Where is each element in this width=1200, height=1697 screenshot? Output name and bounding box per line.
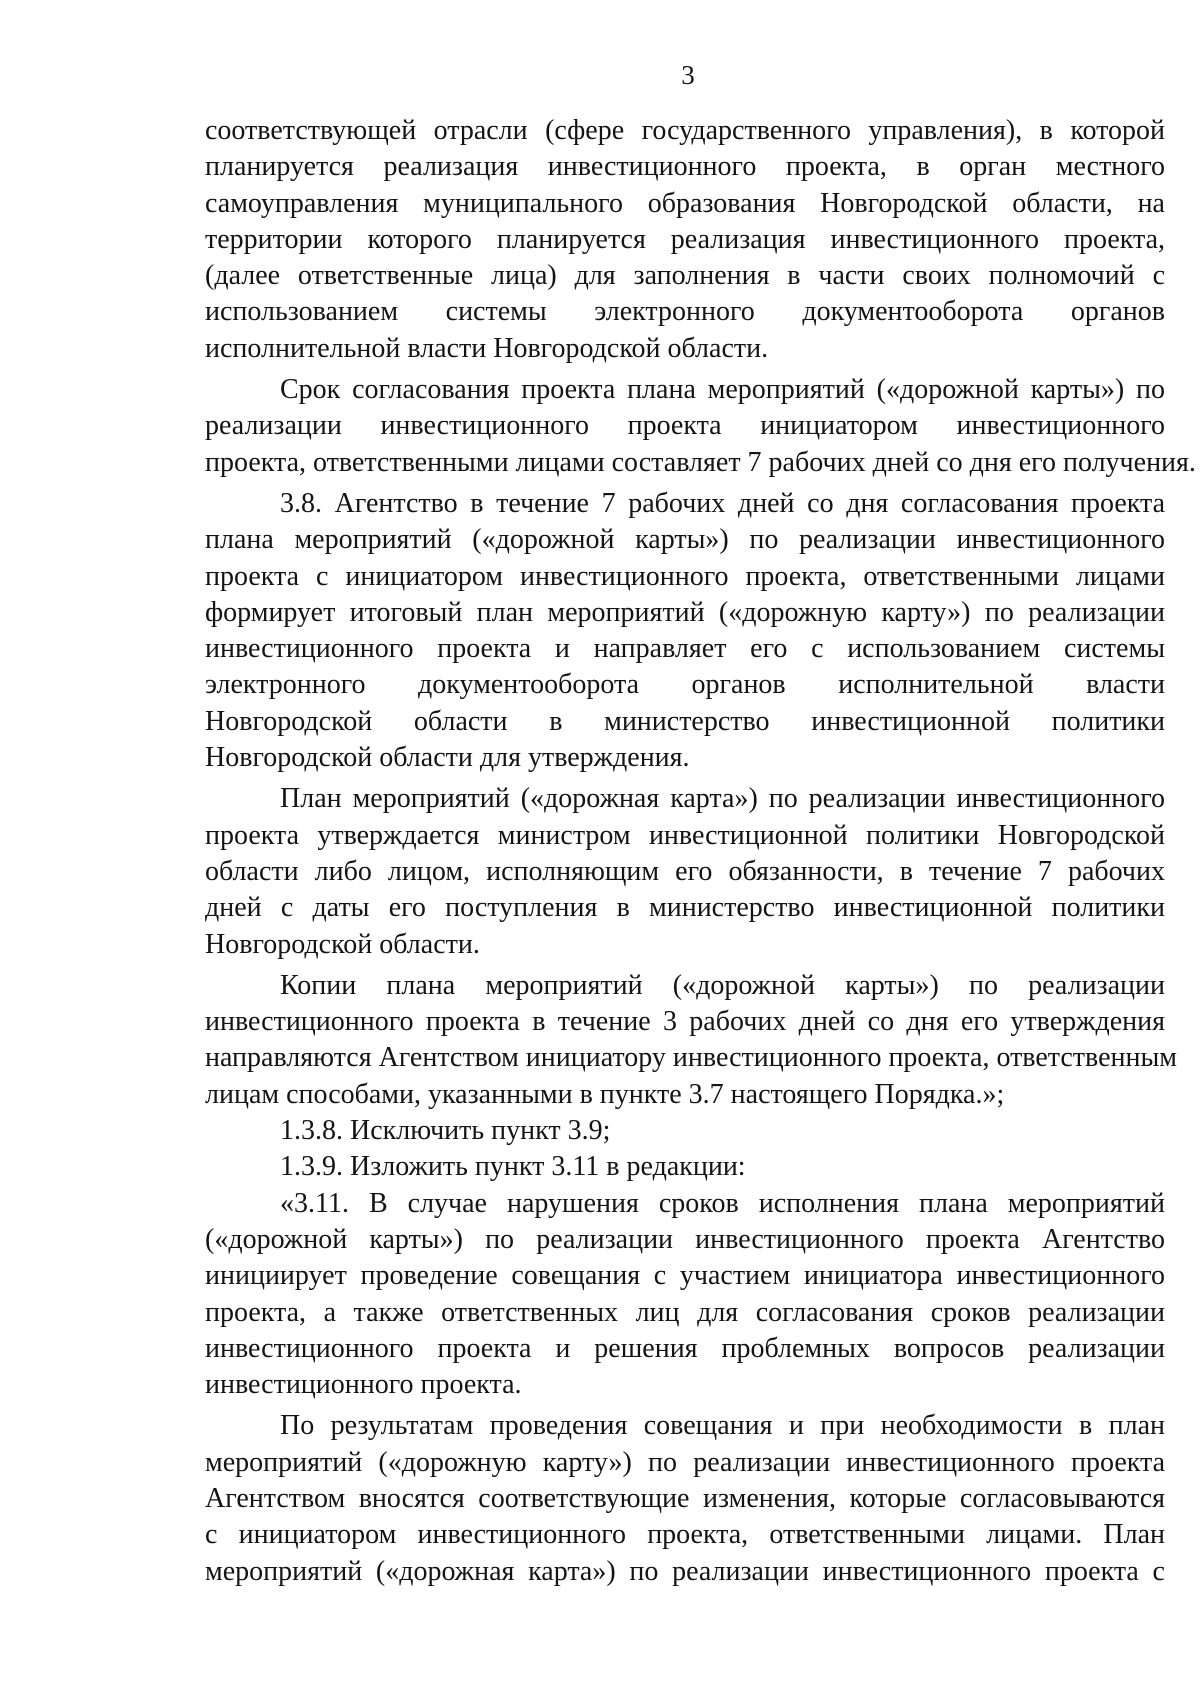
page-number: 3 bbox=[681, 60, 695, 90]
text-line: территории которого планируется реализация инвестиционного проекта, bbox=[205, 223, 1165, 255]
text-line: проекта, ответственными лицами составляет 7 рабочих дней со дня его получения. bbox=[205, 446, 1196, 478]
text-line: инвестиционного проекта и решения проблемных вопросов реализации bbox=[205, 1332, 1165, 1364]
document-body bbox=[205, 113, 1196, 1590]
text-line: плана мероприятий («дорожной карты») по реализации инвестиционного bbox=[205, 524, 1165, 556]
text-line: области либо лицом, исполняющим его обязанности, в течение 7 рабочих bbox=[205, 855, 1165, 887]
text-line: реализации инвестиционного проекта инициатором инвестиционного bbox=[205, 410, 1165, 442]
text-line: План мероприятий («дорожная карта») по реализации инвестиционного bbox=[280, 783, 1165, 815]
text-line: Копии плана мероприятий («дорожной карты») по реализации bbox=[280, 969, 1165, 1001]
text-line: проекта утверждается министром инвестиционной политики Новгородской bbox=[205, 819, 1165, 851]
text-line: 3.8. Агентство в течение 7 рабочих дней со дня согласования проекта bbox=[280, 487, 1165, 519]
text-line: Новгородской области в министерство инвестиционной политики bbox=[205, 705, 1165, 737]
text-line: направляются Агентством инициатору инвестиционного проекта, ответственным bbox=[205, 1042, 1178, 1074]
text-line: планируется реализация инвестиционного проекта, в орган местного bbox=[205, 151, 1165, 183]
text-line: 1.3.9. Изложить пункт 3.11 в редакции: bbox=[280, 1151, 746, 1183]
text-line: («дорожной карты») по реализации инвестиционного проекта Агентство bbox=[205, 1223, 1165, 1255]
text-line: дней с даты его поступления в министерство инвестиционной политики bbox=[205, 892, 1165, 924]
text-line: самоуправления муниципального образования Новгородской области, на bbox=[205, 187, 1165, 219]
text-line: Новгородской области для утверждения. bbox=[205, 742, 690, 774]
text-line: исполнительной власти Новгородской области. bbox=[205, 332, 769, 364]
text-line: мероприятий («дорожную карту») по реализации инвестиционного проекта bbox=[205, 1446, 1165, 1478]
text-line: соответствующей отрасли (сфере государственного управления), в которой bbox=[205, 115, 1165, 146]
text-line: Срок согласования проекта плана мероприятий («дорожной карты») по bbox=[280, 374, 1165, 406]
text-line: «3.11. В случае нарушения сроков исполнения плана мероприятий bbox=[280, 1187, 1165, 1219]
text-line: инициирует проведение совещания с участием инициатора инвестиционного bbox=[205, 1260, 1165, 1292]
text-line: электронного документооборота органов исполнительной власти bbox=[205, 669, 1165, 701]
text-line: мероприятий («дорожная карта») по реализации инвестиционного проекта с bbox=[205, 1555, 1165, 1587]
text-line: использованием системы электронного документооборота органов bbox=[205, 296, 1165, 328]
text-line: Новгородской области. bbox=[205, 928, 480, 960]
text-line: формирует итоговый план мероприятий («дорожную карту») по реализации bbox=[205, 596, 1165, 628]
text-line: инвестиционного проекта и направляет его с использованием системы bbox=[205, 633, 1165, 665]
text-line: лицам способами, указанными в пункте 3.7 настоящего Порядка.»; bbox=[205, 1078, 1005, 1110]
text-line: инвестиционного проекта. bbox=[205, 1369, 522, 1401]
text-line: По результатам проведения совещания и при необходимости в план bbox=[280, 1410, 1165, 1442]
text-line: Агентством вносятся соответствующие изменения, которые согласовываются bbox=[205, 1482, 1165, 1514]
text-line: проекта, а также ответственных лиц для согласования сроков реализации bbox=[205, 1296, 1165, 1328]
text-line: (далее ответственные лица) для заполнения в части своих полномочий с bbox=[205, 260, 1165, 292]
text-line: инвестиционного проекта в течение 3 рабочих дней со дня его утверждения bbox=[205, 1006, 1165, 1038]
text-line: проекта с инициатором инвестиционного проекта, ответственными лицами bbox=[205, 560, 1165, 592]
text-line: 1.3.8. Исключить пункт 3.9; bbox=[280, 1115, 611, 1147]
text-line: с инициатором инвестиционного проекта, ответственными лицами. План bbox=[205, 1519, 1165, 1551]
